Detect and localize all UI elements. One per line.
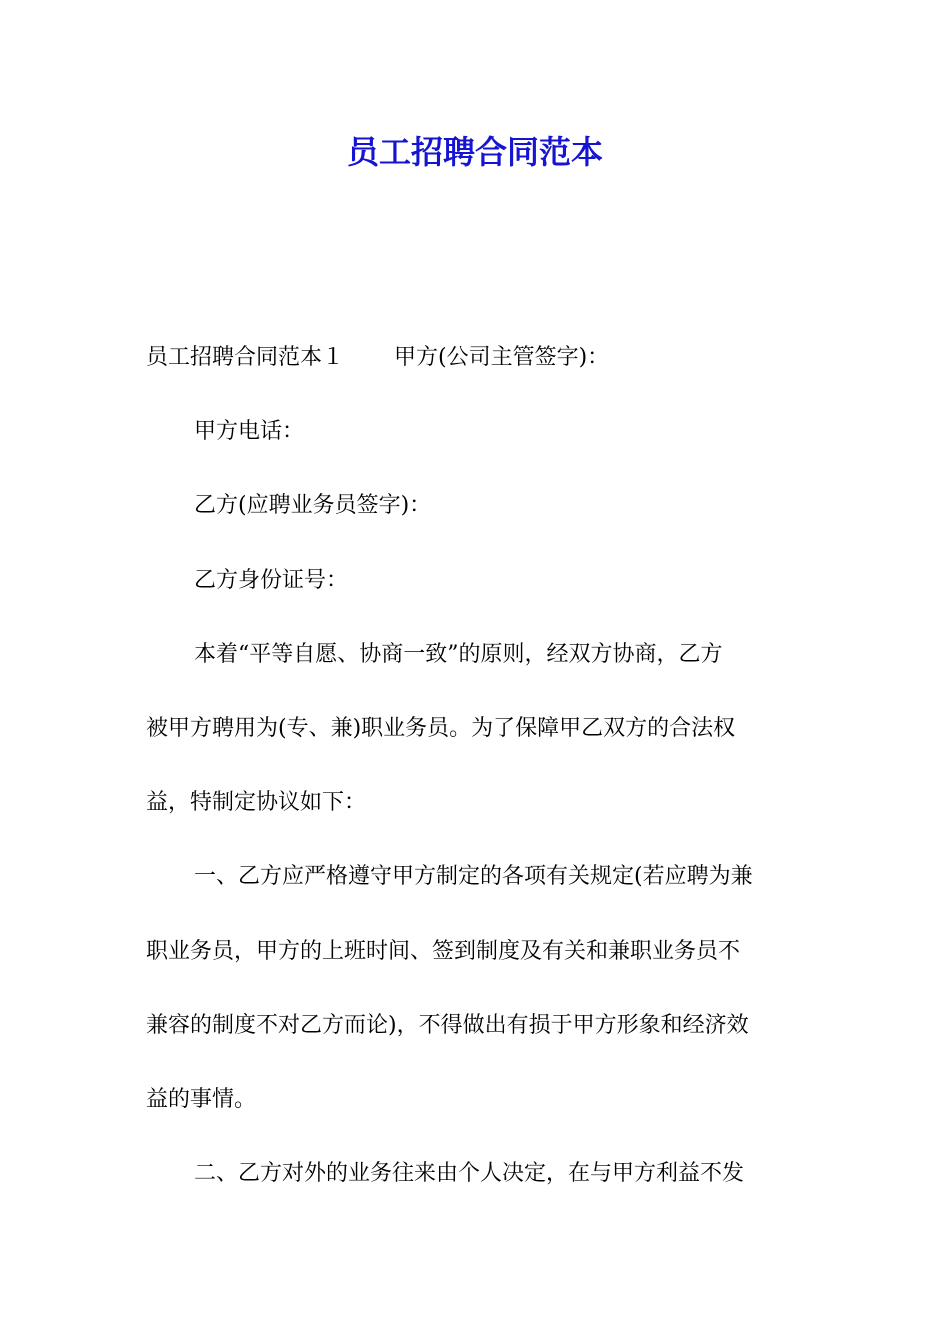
intro-paragraph-line: 被甲方聘用为(专、兼)职业务员。为了保障甲乙双方的合法权 — [146, 715, 736, 741]
party-b-id-label: 乙方身份证号： — [194, 567, 349, 593]
contract-subtitle: 员工招聘合同范本１ — [146, 345, 345, 370]
document-title: 员工招聘合同范本 — [346, 133, 603, 171]
heading-line — [146, 334, 806, 408]
party-b-signature-label: 乙方(应聘业务员签字)： — [194, 493, 432, 519]
intro-paragraph-line: 益，特制定协议如下： — [146, 790, 367, 816]
clause-1-line: 益的事情。 — [146, 1086, 257, 1112]
intro-paragraph-line: 本着“平等自愿、协商一致”的原则，经双方协商，乙方 — [194, 641, 723, 667]
clause-1-line: 一、乙方应严格遵守甲方制定的各项有关规定(若应聘为兼 — [194, 864, 753, 890]
clause-2-line: 二、乙方对外的业务往来由个人决定，在与甲方利益不发 — [194, 1161, 745, 1187]
party-a-phone-label: 甲方电话： — [194, 419, 305, 445]
document-body — [146, 334, 806, 1224]
party-a-signature-label: 甲方(公司主管签字)： — [394, 345, 610, 370]
clause-1-line: 职业务员，甲方的上班时间、签到制度及有关和兼职业务员不 — [146, 938, 741, 964]
clause-1-line: 兼容的制度不对乙方而论)，不得做出有损于甲方形象和经济效 — [146, 1012, 749, 1038]
